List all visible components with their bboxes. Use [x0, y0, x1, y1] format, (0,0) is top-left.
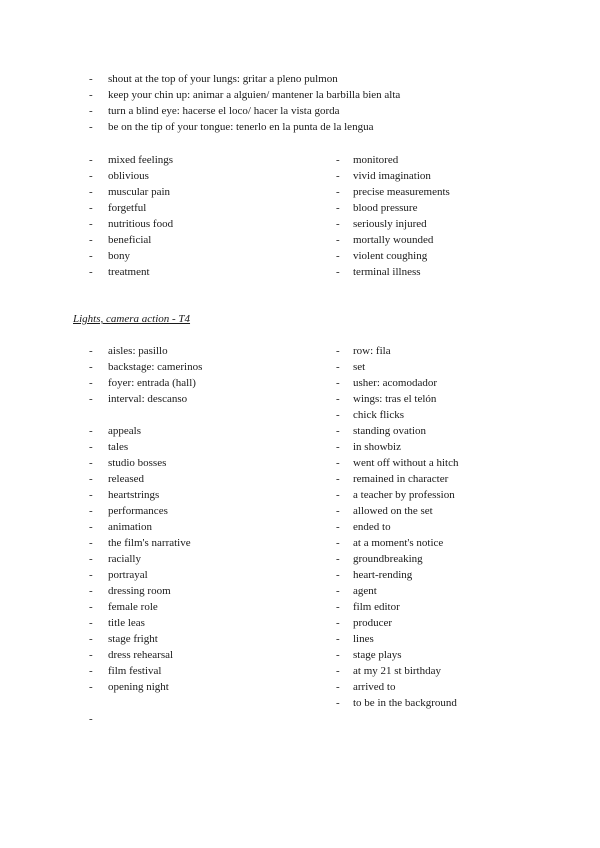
list-dash: - — [336, 218, 340, 230]
list-item-text: stage plays — [353, 649, 402, 661]
list-dash: - — [336, 409, 340, 421]
list-dash: - — [89, 154, 93, 166]
list-dash: - — [89, 393, 93, 405]
list-dash: - — [336, 361, 340, 373]
list-item-text: violent coughing — [353, 250, 428, 262]
list-item-text: oblivious — [108, 170, 149, 182]
list-dash: - — [89, 665, 93, 677]
list-dash: - — [89, 186, 93, 198]
list-dash: - — [336, 266, 340, 278]
list-dash: - — [89, 105, 93, 117]
list-dash: - — [336, 457, 340, 469]
list-dash: - — [89, 121, 93, 133]
list-item-text: beneficial — [108, 234, 152, 246]
list-dash: - — [89, 170, 93, 182]
list-item-text: blood pressure — [353, 202, 418, 214]
list-item-text: bony — [108, 250, 130, 262]
list-item-text: keep your chin up: animar a alguien/ mantener la barbilla bien alta — [108, 89, 401, 101]
list-dash: - — [89, 521, 93, 533]
list-dash: - — [89, 713, 93, 725]
list-dash: - — [89, 569, 93, 581]
list-dash: - — [336, 697, 340, 709]
list-item-text: at my 21 st birthday — [353, 665, 441, 677]
list-item-text: appeals — [108, 425, 141, 437]
list-dash: - — [336, 681, 340, 693]
list-item-text: producer — [353, 617, 393, 629]
list-dash: - — [336, 521, 340, 533]
list-item-text: turn a blind eye: hacerse el loco/ hacer la vista gorda — [108, 105, 340, 117]
list-dash: - — [336, 250, 340, 262]
list-dash: - — [336, 186, 340, 198]
list-dash: - — [336, 569, 340, 581]
list-item-text: wings: tras el telón — [353, 393, 437, 405]
list-dash: - — [89, 234, 93, 246]
list-item-text: standing ovation — [353, 425, 427, 437]
list-item-text: vivid imagination — [353, 170, 431, 182]
list-item-text: be on the tip of your tongue: tenerlo en la punta de la lengua — [108, 121, 374, 133]
list-item-text: usher: acomodador — [353, 377, 437, 389]
list-dash: - — [89, 601, 93, 613]
list-dash: - — [336, 633, 340, 645]
list-dash: - — [336, 393, 340, 405]
list-dash: - — [336, 617, 340, 629]
list-item-text: in showbiz — [353, 441, 401, 453]
list-dash: - — [89, 633, 93, 645]
list-item-text: dress rehearsal — [108, 649, 174, 661]
list-item-text: to be in the background — [353, 697, 457, 709]
list-dash: - — [89, 537, 93, 549]
list-item-text: arrived to — [353, 681, 396, 693]
list-item-text: mortally wounded — [353, 234, 434, 246]
list-item-text: heart-rending — [353, 569, 413, 581]
list-dash: - — [336, 441, 340, 453]
list-dash: - — [89, 89, 93, 101]
list-dash: - — [336, 170, 340, 182]
list-item-text: aisles: pasillo — [108, 345, 168, 357]
list-dash: - — [89, 218, 93, 230]
list-dash: - — [336, 585, 340, 597]
list-item-text: row: fila — [353, 345, 391, 357]
list-dash: - — [336, 553, 340, 565]
list-item-text: film festival — [108, 665, 162, 677]
list-item-text: released — [108, 473, 145, 485]
list-item-text: dressing room — [108, 585, 171, 597]
list-item-text: precise measurements — [353, 186, 450, 198]
list-dash: - — [89, 553, 93, 565]
list-dash: - — [89, 73, 93, 85]
list-dash: - — [336, 154, 340, 166]
list-dash: - — [336, 665, 340, 677]
list-item-text: agent — [353, 585, 377, 597]
list-item-text: went off without a hitch — [353, 457, 459, 469]
list-item-text: treatment — [108, 266, 150, 278]
list-item-text: racially — [108, 553, 141, 565]
list-dash: - — [89, 202, 93, 214]
list-item-text: title leas — [108, 617, 145, 629]
list-dash: - — [89, 345, 93, 357]
list-dash: - — [336, 377, 340, 389]
list-dash: - — [89, 441, 93, 453]
list-item-text: allowed on the set — [353, 505, 433, 517]
list-item-text: portrayal — [108, 569, 148, 581]
list-item-text: performances — [108, 505, 168, 517]
list-item-text: studio bosses — [108, 457, 167, 469]
list-item-text: animation — [108, 521, 152, 533]
list-dash: - — [89, 377, 93, 389]
list-item-text: a teacher by profession — [353, 489, 455, 501]
list-dash: - — [89, 250, 93, 262]
list-item-text: female role — [108, 601, 158, 613]
list-item-text: terminal illness — [353, 266, 421, 278]
list-item-text: monitored — [353, 154, 399, 166]
list-item-text: set — [353, 361, 366, 373]
list-dash: - — [89, 473, 93, 485]
list-item-text: muscular pain — [108, 186, 171, 198]
list-dash: - — [89, 681, 93, 693]
list-item-text: lines — [353, 633, 374, 645]
list-item-text: stage fright — [108, 633, 158, 645]
list-item-text: remained in character — [353, 473, 449, 485]
list-item-text: ended to — [353, 521, 391, 533]
list-item-text: interval: descanso — [108, 393, 188, 405]
list-dash: - — [336, 425, 340, 437]
list-item-text: the film's narrative — [108, 537, 191, 549]
list-dash: - — [89, 361, 93, 373]
list-item-text: mixed feelings — [108, 154, 174, 166]
list-dash: - — [89, 457, 93, 469]
list-item-text: opening night — [108, 681, 169, 693]
list-dash: - — [89, 617, 93, 629]
list-dash: - — [336, 601, 340, 613]
list-item-text: shout at the top of your lungs: gritar a pleno pulmon — [108, 73, 338, 85]
list-item-text: film editor — [353, 601, 400, 613]
list-item-text: forgetful — [108, 202, 147, 214]
list-item-text: chick flicks — [353, 409, 405, 421]
list-dash: - — [89, 489, 93, 501]
list-dash: - — [336, 505, 340, 517]
list-dash: - — [336, 649, 340, 661]
section-title: Lights, camera action - T4 — [73, 313, 191, 325]
list-dash: - — [89, 585, 93, 597]
list-item-text: groundbreaking — [353, 553, 423, 565]
list-dash: - — [89, 505, 93, 517]
list-item-text: tales — [108, 441, 129, 453]
list-item-text: foyer: entrada (hall) — [108, 377, 196, 389]
list-item-text: nutritious food — [108, 218, 174, 230]
list-dash: - — [336, 345, 340, 357]
list-dash: - — [89, 425, 93, 437]
list-dash: - — [336, 234, 340, 246]
list-dash: - — [89, 266, 93, 278]
list-item-text: seriously injured — [353, 218, 427, 230]
list-dash: - — [336, 473, 340, 485]
list-dash: - — [89, 649, 93, 661]
list-item-text: backstage: camerinos — [108, 361, 203, 373]
list-item-text: heartstrings — [108, 489, 160, 501]
list-dash: - — [336, 202, 340, 214]
list-dash: - — [336, 489, 340, 501]
list-item-text: at a moment's notice — [353, 537, 444, 549]
list-dash: - — [336, 537, 340, 549]
